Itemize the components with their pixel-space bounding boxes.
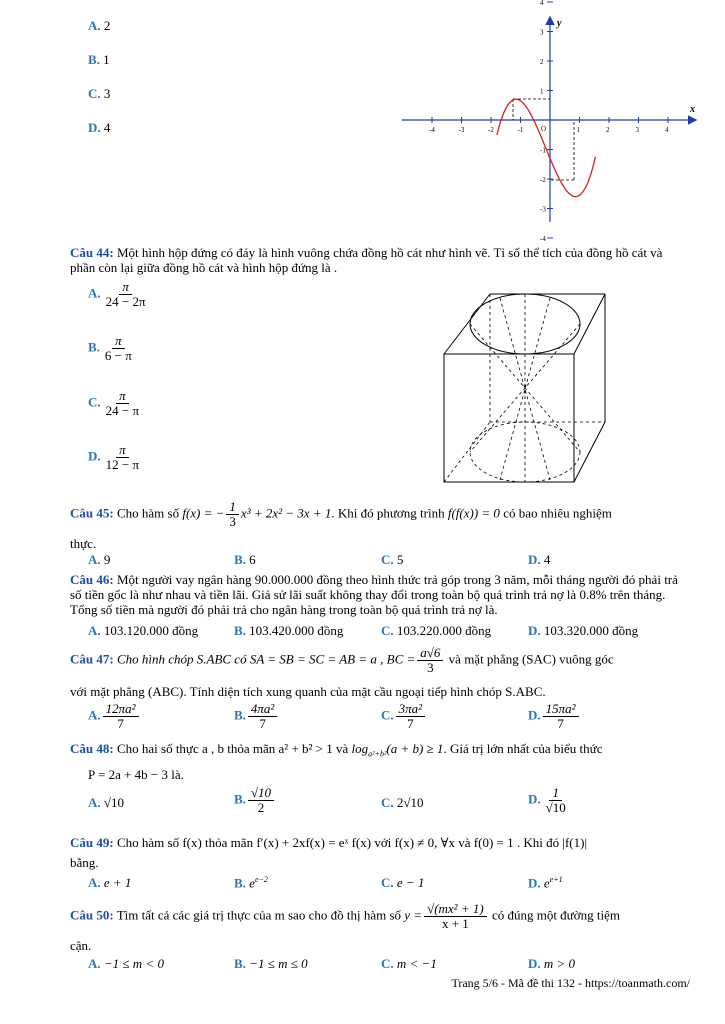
q46-option-c[interactable]: C. 103.220.000 đồng <box>381 623 492 638</box>
q44-option-b[interactable]: B. $\frac{\pi}{6 - \pi}$ <box>88 333 132 363</box>
q47-stem-cont: với mặt phẳng (ABC). Tính diện tích xung quanh của mặt cầu ngoại tiếp hình chóp S.ABC. <box>70 684 546 699</box>
q48-option-a[interactable]: A. √10 <box>88 795 125 810</box>
q45-option-c[interactable]: C. 5 <box>381 552 404 567</box>
q48-option-b[interactable]: B. $\frac{√10}{2}$ <box>234 786 276 815</box>
q49-option-c[interactable]: C. e − 1 <box>381 875 425 890</box>
q49-option-d[interactable]: D. $e^{e+1}$ <box>528 875 563 891</box>
origin-label: O <box>541 125 547 133</box>
q46-option-b[interactable]: B. 103.420.000 đồng <box>234 623 344 638</box>
y-axis-label: y <box>557 18 562 29</box>
q47-option-b[interactable]: B. $\frac{\text{4πa²}}{7}$ <box>234 702 279 731</box>
x-tick-label: -3 <box>458 126 465 134</box>
guide-lines <box>513 99 574 180</box>
q47-option-d[interactable]: D. $\frac{\text{15πa²}}{7}$ <box>528 702 581 731</box>
x-tick-label: 3 <box>635 126 639 134</box>
q49-stem-cont: bằng. <box>70 855 99 870</box>
x-tick-label: 2 <box>606 126 610 134</box>
q46-option-d[interactable]: D. 103.320.000 đồng <box>528 623 639 638</box>
prev-option-b[interactable]: B. 1 <box>88 52 110 67</box>
q50-option-c[interactable]: C. m < −1 <box>381 956 437 971</box>
prev-option-d[interactable]: D. 4 <box>88 120 111 135</box>
q50-option-a[interactable]: A. −1 ≤ m < 0 <box>88 956 164 971</box>
q50-option-d[interactable]: D. m > 0 <box>528 956 576 971</box>
y-tick-label: 2 <box>540 58 544 66</box>
q44-option-d[interactable]: D. $\frac{\pi}{12 - \pi}$ <box>88 442 140 472</box>
q44-option-c[interactable]: C. $\frac{\pi}{24 - \pi}$ <box>88 388 140 418</box>
y-tick-label: -3 <box>540 205 546 214</box>
y-tick-label: 4 <box>540 0 544 7</box>
q50-stem: Câu 50: Tìm tất cả các giá trị thực của m sao cho đồ thị hàm số y = $\frac{\text{√(mx² + 1)}}{x + 1}$ có đúng một đường tiệm <box>70 901 620 931</box>
x-tick-label: -1 <box>517 126 524 134</box>
q47-stem: Câu 47: Cho hình chóp S.ABC có SA = SB = SC = AB = a , BC = $\frac{a√6}{3}$ và mặt phẳng (SAC) vuông góc <box>70 645 614 675</box>
q45-stem: Câu 45: Cho hàm số f(x) = − $\frac{1}{3}$ x³ + 2x² − 3x + 1. Khi đó phương trình f(f(x)) = 0 có bao nhiêu nghiệm <box>70 499 612 529</box>
q45-stem-cont: thực. <box>70 536 97 551</box>
q48-expression: P = 2a + 4b − 3 là. <box>88 767 184 782</box>
x-tick-label: -2 <box>488 126 494 134</box>
q49-stem: Câu 49: Cho hàm số f(x) thỏa mãn f′(x) + 2xf(x) = eˣ f(x) với f(x) ≠ 0, ∀x và f(0) = 1 . Khi đó |f(1)| <box>70 835 588 850</box>
q50-option-b[interactable]: B. −1 ≤ m ≤ 0 <box>234 956 308 971</box>
y-tick-label: -2 <box>540 176 546 184</box>
q49-option-a[interactable]: A. e + 1 <box>88 875 132 890</box>
q45-option-b[interactable]: B. 6 <box>234 552 256 567</box>
x-tick-label: -4 <box>429 126 435 134</box>
q46-text: Câu 46: Một người vay ngân hàng 90.000.000 đồng theo hình thức trả góp trong 3 năm, mỗi tháng người đó phải trả số tiền gốc là như nhau và tiền lãi. Giả sử lãi suất không thay đổi trong toàn bộ quá trình trả nợ là 0.8% trên tháng. Tổng số tiền mà người đó phải trả cho ngân hàng trong toàn bộ quá trình trả nợ là. <box>70 572 678 617</box>
page-footer: Trang 5/6 - Mã đề thi 132 - https://toanmath.com/ <box>451 976 690 990</box>
q50-stem-cont: cận. <box>70 938 92 953</box>
q49-option-b[interactable]: B. $e^{e-2}$ <box>234 875 268 891</box>
q47-option-c[interactable]: C. $\frac{\text{3πa²}}{7}$ <box>381 702 427 731</box>
q48-option-c[interactable]: C. 2√10 <box>381 795 424 810</box>
hourglass-box-figure <box>440 290 610 486</box>
x-tick-label: 1 <box>576 126 580 134</box>
y-tick-label: -1 <box>540 146 546 155</box>
y-tick-label: 1 <box>540 87 544 96</box>
x-tick-label: 4 <box>665 126 669 134</box>
q45-option-d[interactable]: D. 4 <box>528 552 551 567</box>
cubic-graph <box>400 0 705 243</box>
q44-text: Câu 44: Một hình hộp đứng có đáy là hình vuông chứa đồng hồ cát như hình vẽ. Tỉ số thể tích của đồng hồ cát và phần còn lại giữa đồng hồ cát và hình hộp đứng là . <box>70 245 663 275</box>
y-tick-label: -4 <box>540 235 546 243</box>
prev-option-a[interactable]: A. 2 <box>88 18 111 33</box>
q45-option-a[interactable]: A. 9 <box>88 552 111 567</box>
y-tick-label: 3 <box>540 28 544 37</box>
prev-option-c[interactable]: C. 3 <box>88 86 111 101</box>
q48-stem: Câu 48: Cho hai số thực a , b thỏa mãn a² + b² > 1 và $\log_{a^2+b^2}(a + b) \ge 1$. Giá trị lớn nhất của biểu thức <box>70 741 603 759</box>
q46-option-a[interactable]: A. 103.120.000 đồng <box>88 623 199 638</box>
function-curve <box>497 99 596 196</box>
x-axis-label: x <box>690 104 695 115</box>
q47-option-a[interactable]: A. $\frac{\text{12πa²}}{7}$ <box>88 702 141 731</box>
q48-option-d[interactable]: D. $\frac{1}{√10}$ <box>528 785 566 815</box>
q44-option-a[interactable]: A. $\frac{\pi}{24 - 2\pi}$ <box>88 279 146 309</box>
